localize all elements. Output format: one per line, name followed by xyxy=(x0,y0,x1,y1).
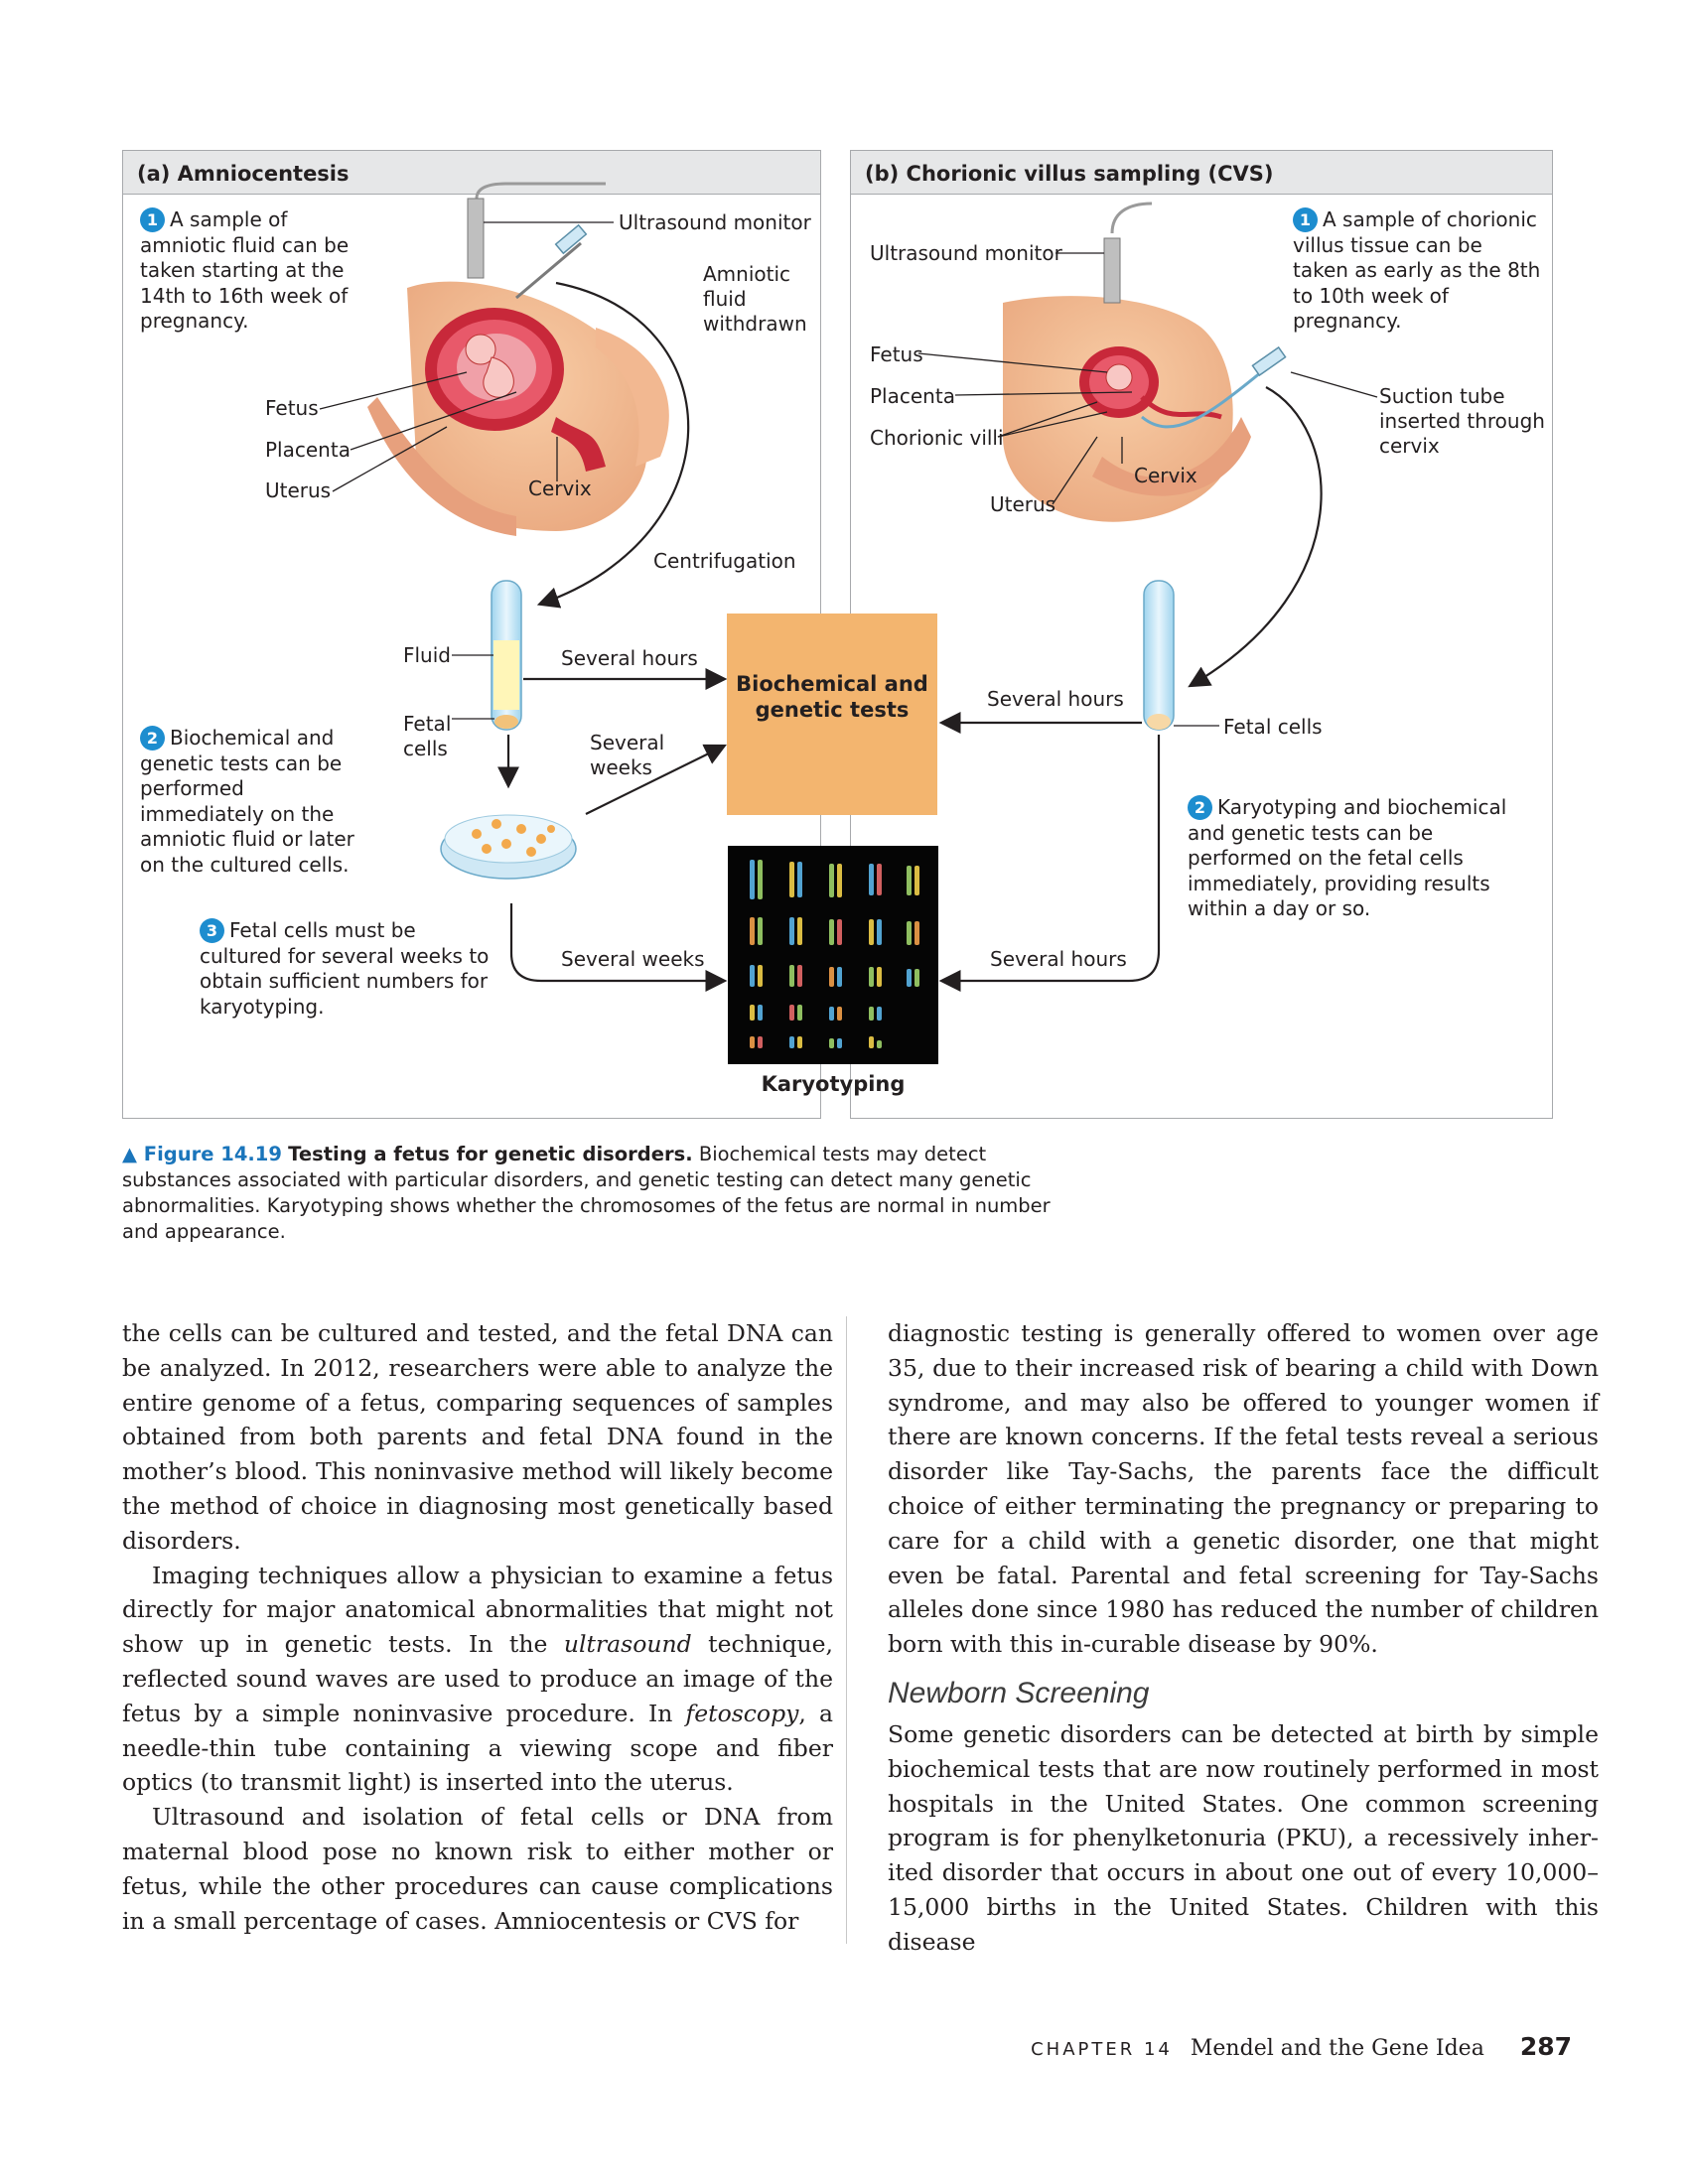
label-fetus-b: Fetus xyxy=(870,342,923,366)
karyotype-image xyxy=(728,846,938,1064)
body-column-right xyxy=(888,1316,1599,1960)
label-centrifugation: Centrifugation xyxy=(653,549,796,573)
figure-caption-title: Testing a fetus for genetic disorders. xyxy=(288,1143,693,1165)
label-ultrasound-monitor-b: Ultrasound monitor xyxy=(870,241,1062,265)
karyotype-chromosomes xyxy=(728,846,938,1064)
label-uterus-a: Uterus xyxy=(265,478,332,502)
page-number: 287 xyxy=(1519,2032,1572,2061)
label-chorionic-villi: Chorionic villi xyxy=(870,426,1004,450)
amnio-step-1: 1 A sample of amniotic fluid can be taken starting at the 14th to 16th week of pregnancy. xyxy=(140,207,350,333)
label-cervix-a: Cervix xyxy=(528,477,592,500)
figure-caption-text: Biochemical tests may detect substances associated with particular disorders, and genetic testing can detect many genetic abnormalities. Karyotyping shows whether the chromosomes of the fetus are normal in number and appearance. xyxy=(122,1143,1051,1243)
left-paragraph-1: the cells can be cultured and tested, and the fetal DNA can be analyzed. In 2012, researchers were able to analyze the entire genome of a fetus, comparing sequences of samples obtained from both parents and fetal DNA found in the mother’s blood. This noninvasive method will likely become the method of choice in diagnosing most genetically based disorders. xyxy=(122,1319,833,1555)
body-column-left xyxy=(122,1316,833,1938)
footer-chapter: CHAPTER 14 xyxy=(1031,2039,1173,2060)
label-fetal-cells-a: Fetal cells xyxy=(403,712,452,760)
page-footer xyxy=(1031,2032,1572,2061)
label-several-hours-b2: Several hours xyxy=(990,947,1127,971)
label-several-hours-b1: Several hours xyxy=(987,687,1124,711)
amnio-step-3: 3 Fetal cells must be cultured for several weeks to obtain sufficient numbers for karyotyping. xyxy=(200,918,490,1019)
left-paragraph-3: Ultrasound and isolation of fetal cells or DNA from maternal blood pose no known risk to either mother or fetus, while the other procedures can cause complications in a small percentage of cases. Amniocentesis or CVS for xyxy=(122,1803,833,1935)
petri-dish xyxy=(441,815,576,879)
karyotyping-label: Karyotyping xyxy=(761,1072,906,1096)
panel-b-title: (b) Chorionic villus sampling (CVS) xyxy=(851,151,1552,195)
label-several-hours-a: Several hours xyxy=(561,646,698,670)
amnio-test-tube xyxy=(452,581,521,730)
step-2-badge-b: 2 xyxy=(1188,795,1212,820)
label-ultrasound-monitor-a: Ultrasound monitor xyxy=(619,210,811,234)
panel-a-title: (a) Amniocentesis xyxy=(123,151,820,195)
amnio-step-2: 2 Biochemical and genetic tests can be performed immediately on the amniotic fluid or later on the cultured cells. xyxy=(140,726,354,877)
newborn-screening-heading: Newborn Screening xyxy=(888,1676,1150,1709)
step-2-badge: 2 xyxy=(140,726,165,751)
biochemical-genetic-tests-box: Biochemical and genetic tests xyxy=(727,614,937,815)
label-placenta-b: Placenta xyxy=(870,384,955,408)
right-paragraph-2: Some genetic disorders can be detected at birth by simple biochemical tests that are now routinely performed in most hospitals in the United States. One common screening program is for phenylketonuria (PKU), a recessively inher-ited disorder that occurs in about one out of every 10,000–15,000 births in the United States. Children with this disease xyxy=(888,1719,1599,1956)
label-several-weeks-a1: Several weeks xyxy=(590,731,665,779)
label-fetal-cells-b: Fetal cells xyxy=(1223,715,1323,739)
step-3-badge: 3 xyxy=(200,918,224,943)
step-1-badge: 1 xyxy=(140,207,165,232)
label-several-weeks-a2: Several weeks xyxy=(561,947,705,971)
figure-caption xyxy=(122,1142,1075,1245)
label-suction-tube: Suction tube inserted through cervix xyxy=(1379,384,1545,458)
figure-label: ▲ Figure 14.19 xyxy=(122,1143,282,1165)
label-placenta-a: Placenta xyxy=(265,438,351,462)
footer-chapter-title: Mendel and the Gene Idea xyxy=(1190,2036,1484,2061)
label-fetus-a: Fetus xyxy=(265,396,319,420)
cvs-test-tube xyxy=(1144,581,1219,730)
amnio-abdomen-illustration xyxy=(320,184,669,536)
column-divider xyxy=(846,1316,847,1944)
right-paragraph-1: diagnostic testing is generally offered to women over age 35, due to their increased risk of bearing a child with Down syndrome, and may also be offered to younger women if there are known concerns. If the fetal tests reveal a serious disorder like Tay-Sachs, the parents face the difficult choice of either terminating the pregnancy or preparing to care for a child with a genetic disorder, one that might even be fatal. Parental and fetal screening for Tay-Sachs alleles done since 1980 has reduced the number of children born with this in-curable disease by 90%. xyxy=(888,1319,1599,1659)
label-cervix-b: Cervix xyxy=(1134,464,1197,487)
step-1-badge-b: 1 xyxy=(1293,207,1318,232)
label-uterus-b: Uterus xyxy=(990,492,1056,516)
cvs-step-1: 1 A sample of chorionic villus tissue can be taken as early as the 8th to 10th week of pregnancy. xyxy=(1293,207,1541,333)
label-amniotic-fluid-withdrawn: Amniotic fluid withdrawn xyxy=(703,262,807,336)
cvs-step-2: 2 Karyotyping and biochemical and genetic tests can be performed on the fetal cells immediately, providing results within a day or so. xyxy=(1188,795,1507,920)
label-fluid: Fluid xyxy=(403,643,451,667)
left-paragraph-2: Imaging techniques allow a physician to examine a fetus directly for major anatomical abnormalities that might not show up in genetic tests. In the ultrasound technique, reflected sound waves are used to produce an image of the fetus by a simple noninvasive procedure. In fetoscopy, a needle-thin tube containing a viewing scope and fiber optics (to transmit light) is inserted into the uterus. xyxy=(122,1561,834,1797)
